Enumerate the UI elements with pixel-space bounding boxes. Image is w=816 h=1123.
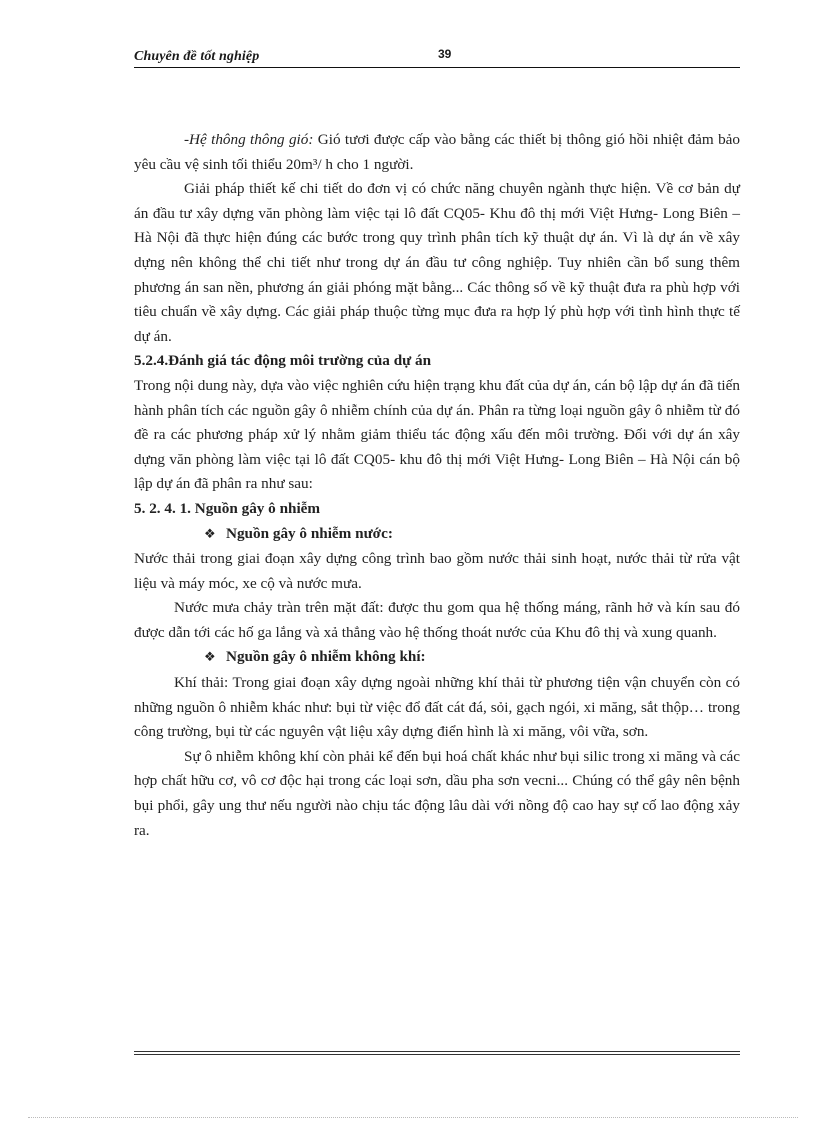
header-title: Chuyên đề tốt nghiệp <box>134 49 260 64</box>
paragraph-ventilation <box>134 128 740 177</box>
paragraph-environment-intro: Trong nội dung này, dựa vào việc nghiên cứu hiện trạng khu đất của dự án, cán bộ lập dự án đã tiến hành phân tích các nguồn gây ô nhiễm chính của dự án. Phân ra từng loại nguồn gây ô nhiễm từ đó đề ra các phương pháp xử lý nhằm giảm thiểu tác động xấu đến môi trường. Đối với dự án xây dựng văn phòng làm việc tại lô đất CQ05- khu đô thị mới Việt Hưng- Long Biên – Hà Nội cán bộ lập dự án đã phân ra như sau: <box>134 376 740 493</box>
bullet-air-label: Nguồn gây ô nhiễm không khí: <box>226 648 426 666</box>
diamond-bullet-icon: ❖ <box>204 526 216 542</box>
ventilation-text: Gió tươi được cấp vào bằng các thiết bị thông gió hồi nhiệt đảm bảo yêu cầu vệ sinh tối thiểu 20m³/ h cho 1 người. <box>134 131 740 173</box>
page-bottom-edge <box>28 1117 798 1118</box>
section-heading-5-2-4: 5.2.4.Đánh giá tác động môi trường của dự án <box>134 352 432 370</box>
body-text <box>134 128 740 843</box>
footer-rule <box>134 1051 740 1055</box>
bullet-water-label: Nguồn gây ô nhiễm nước: <box>226 524 393 542</box>
paragraph-wastewater: Nước thải trong giai đoạn xây dựng công trình bao gồm nước thải sinh hoạt, nước thải từ rửa vật liệu và máy móc, xe cộ và nước mưa. <box>134 550 740 592</box>
page-header <box>134 46 740 68</box>
diamond-bullet-icon: ❖ <box>204 650 216 666</box>
ventilation-label: -Hệ thông thông gió: <box>184 131 314 148</box>
paragraph-exhaust: Khí thải: Trong giai đoạn xây dựng ngoài những khí thải từ phương tiện vận chuyển còn có những nguồn ô nhiễm khác như: bụi từ việc đổ đất cát đá, sỏi, gạch ngói, xi măng, sắt thộp… trong công trường, bụi từ các nguyên vật liệu xây dựng điển hình là xi măng, vôi vữa, sơn. <box>134 674 740 741</box>
paragraph-air-chemicals: Sự ô nhiễm không khí còn phải kể đến bụi hoá chất khác như bụi silic trong xi măng và các hợp chất hữu cơ, vô cơ độc hại trong các loại sơn, dầu pha sơn vecni... Chúng có thể gây nên bệnh bụi phổi, gây ung thư nếu người nào chịu tác động lâu dài với nồng độ cao hay sự cố lao động xảy ra. <box>134 747 740 839</box>
section-heading-5-2-4-1: 5. 2. 4. 1. Nguồn gây ô nhiễm <box>134 499 321 517</box>
paragraph-design-solution: Giải pháp thiết kế chi tiết do đơn vị có chức năng chuyên ngành thực hiện. Về cơ bản dự án đầu tư xây dựng văn phòng làm việc tại lô đất CQ05- Khu đô thị mới Việt Hưng- Long Biên – Hà Nội đã thực hiện đúng các bước trong quy trình phân tích kỹ thuật dự án. Vì là dự án về xây dựng nên không thể chi tiết như trong dự án đầu tư công nghiệp. Tuy nhiên cần bổ sung thêm phương án san nền, phương án giải phóng mặt bằng... Các thông số về kỹ thuật đưa ra phù hợp với tiêu chuẩn về xây dựng. Các giải pháp thuộc từng mục đưa ra hợp lý phù hợp với tình hình thực tế dự án. <box>134 180 740 345</box>
bullet-air-pollution <box>134 645 740 671</box>
header-rule <box>134 67 740 68</box>
page-number: 39 <box>438 47 452 61</box>
paragraph-rainwater: Nước mưa chảy tràn trên mặt đất: được thu gom qua hệ thống máng, rãnh hở và kín sau đó được dẫn tới các hố ga lắng và xả thẳng vào hệ thống thoát nước của Khu đô thị và xung quanh. <box>134 599 740 641</box>
bullet-water-pollution <box>134 522 740 548</box>
